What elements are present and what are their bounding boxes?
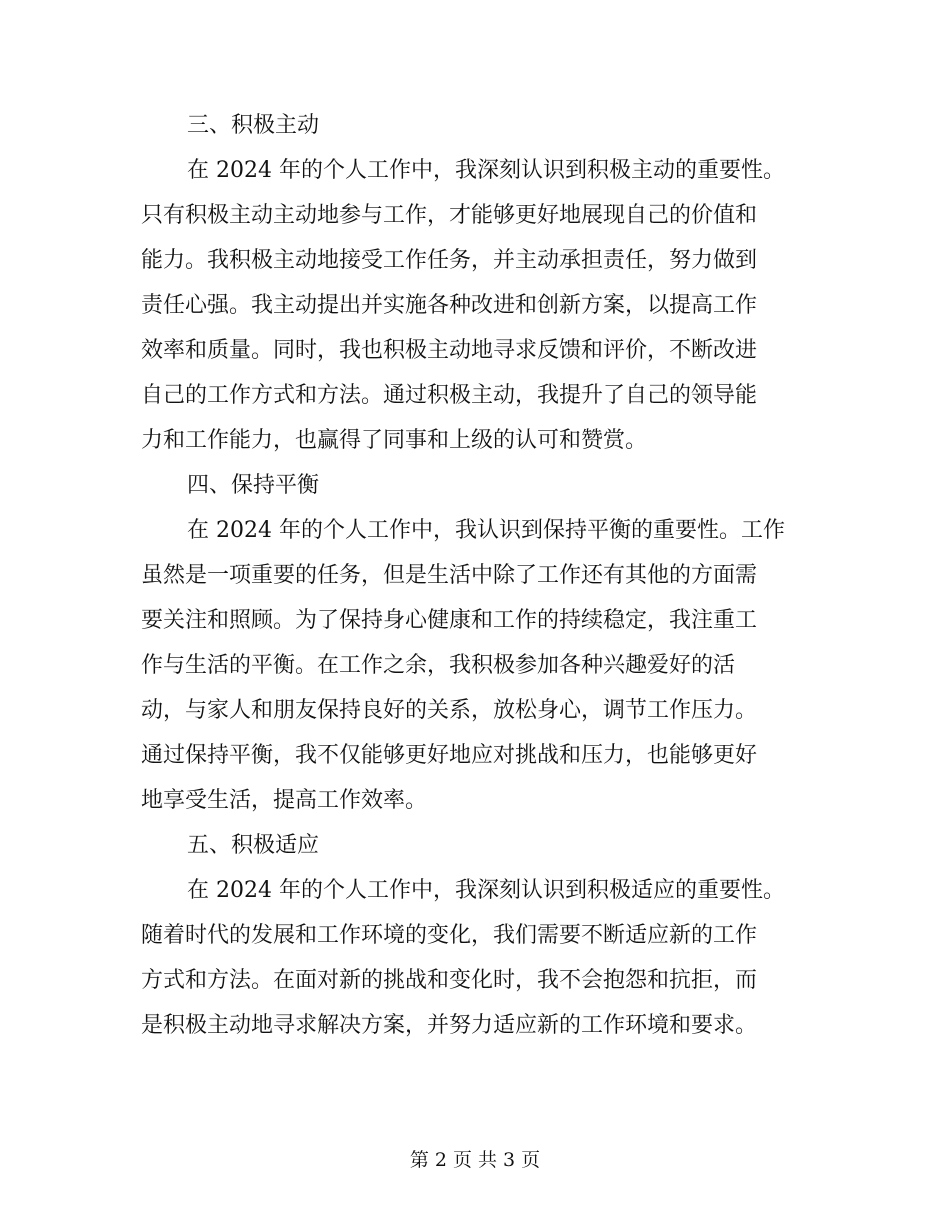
page-number-footer: 第 2 页 共 3 页 bbox=[409, 1149, 541, 1171]
document-body bbox=[141, 103, 811, 1048]
paragraph-line: 通过保持平衡，我不仅能够更好地应对挑战和压力，也能够更好 bbox=[141, 743, 758, 768]
section-heading: 四、保持平衡 bbox=[187, 473, 320, 498]
paragraph-line: 作与生活的平衡。在工作之余，我积极参加各种兴趣爱好的活 bbox=[141, 653, 736, 678]
paragraph-line: 方式和方法。在面对新的挑战和变化时，我不会抱怨和抗拒，而 bbox=[141, 968, 758, 993]
paragraph-line: 动，与家人和朋友保持良好的关系，放松身心，调节工作压力。 bbox=[141, 698, 758, 723]
paragraph-line: 是积极主动地寻求解决方案，并努力适应新的工作环境和要求。 bbox=[141, 1013, 758, 1038]
paragraph-line: 随着时代的发展和工作环境的变化，我们需要不断适应新的工作 bbox=[141, 923, 758, 948]
paragraph-line: 在 2024 年的个人工作中，我认识到保持平衡的重要性。工作 bbox=[187, 518, 785, 543]
section-heading: 三、积极主动 bbox=[187, 113, 320, 138]
paragraph-line: 效率和质量。同时，我也积极主动地寻求反馈和评价，不断改进 bbox=[141, 338, 758, 363]
paragraph-line: 在 2024 年的个人工作中，我深刻认识到积极主动的重要性。 bbox=[187, 158, 785, 183]
paragraph-line: 在 2024 年的个人工作中，我深刻认识到积极适应的重要性。 bbox=[187, 878, 785, 903]
paragraph-line: 能力。我积极主动地接受工作任务，并主动承担责任，努力做到 bbox=[141, 248, 758, 273]
paragraph-line: 要关注和照顾。为了保持身心健康和工作的持续稳定，我注重工 bbox=[141, 608, 758, 633]
paragraph-line: 只有积极主动主动地参与工作，才能够更好地展现自己的价值和 bbox=[141, 203, 758, 228]
paragraph-line: 地享受生活，提高工作效率。 bbox=[141, 788, 428, 813]
paragraph-line: 力和工作能力，也赢得了同事和上级的认可和赞赏。 bbox=[141, 428, 648, 453]
paragraph-line: 自己的工作方式和方法。通过积极主动，我提升了自己的领导能 bbox=[141, 383, 758, 408]
paragraph-line: 责任心强。我主动提出并实施各种改进和创新方案，以提高工作 bbox=[141, 293, 758, 318]
paragraph-line: 虽然是一项重要的任务，但是生活中除了工作还有其他的方面需 bbox=[141, 563, 758, 588]
section-heading: 五、积极适应 bbox=[187, 833, 320, 858]
